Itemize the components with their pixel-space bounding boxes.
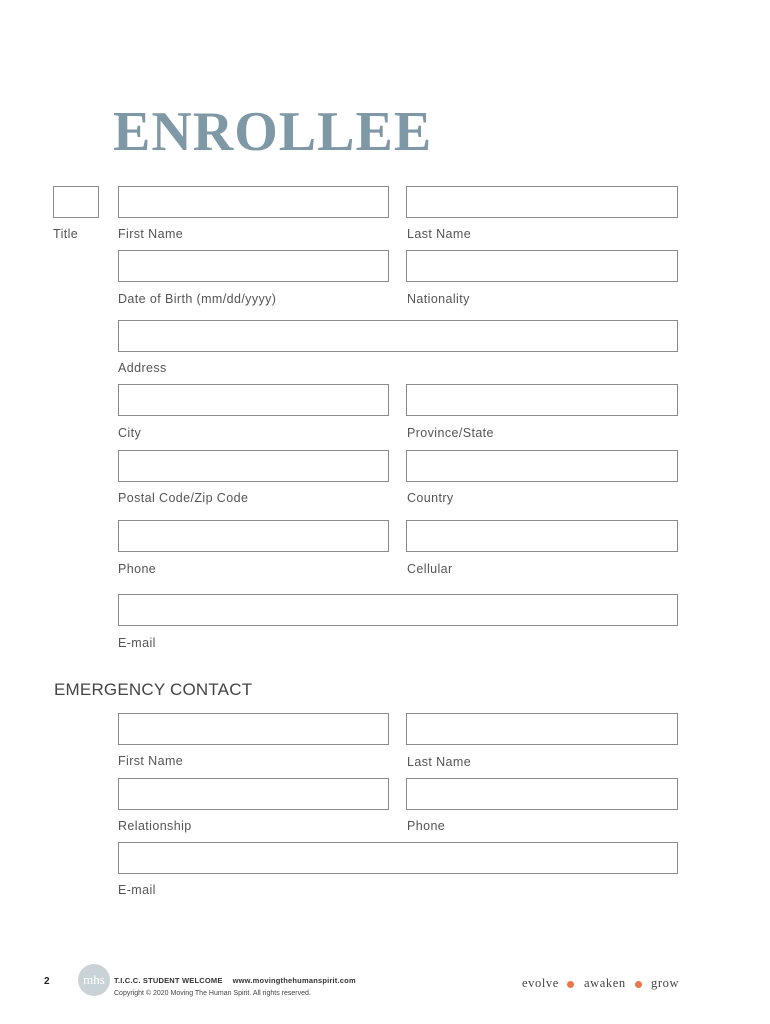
dob-label: Date of Birth (mm/dd/yyyy) [118, 292, 277, 306]
form-heading: ENROLLEE [113, 101, 433, 163]
province-label: Province/State [407, 426, 494, 440]
phone-field[interactable] [118, 520, 389, 552]
emergency-relationship-field[interactable] [118, 778, 389, 810]
tagline-awaken: awaken [584, 976, 626, 990]
tagline-dot [635, 981, 642, 988]
last-name-field[interactable] [406, 186, 678, 218]
emergency-email-field[interactable] [118, 842, 678, 874]
last-name-label: Last Name [407, 227, 472, 241]
address-field[interactable] [118, 320, 678, 352]
tagline-dot [567, 981, 574, 988]
nationality-label: Nationality [407, 292, 470, 306]
cellular-label: Cellular [407, 562, 453, 576]
emergency-last-name-label: Last Name [407, 755, 472, 769]
address-label: Address [118, 361, 167, 375]
postal-label: Postal Code/Zip Code [118, 491, 249, 505]
email-field[interactable] [118, 594, 678, 626]
title-label: Title [53, 227, 79, 241]
footer-website: www.movingthehumanspirit.com [232, 976, 356, 985]
emergency-first-name-label: First Name [118, 754, 184, 768]
tagline-grow: grow [651, 976, 680, 990]
province-field[interactable] [406, 384, 678, 416]
footer-doc-title: T.I.C.C. STUDENT WELCOME [114, 976, 223, 985]
emergency-phone-field[interactable] [406, 778, 678, 810]
first-name-label: First Name [118, 227, 184, 241]
footer-title-line [114, 976, 356, 985]
emergency-relationship-label: Relationship [118, 819, 192, 833]
emergency-phone-label: Phone [407, 819, 446, 833]
cellular-field[interactable] [406, 520, 678, 552]
country-field[interactable] [406, 450, 678, 482]
dob-field[interactable] [118, 250, 389, 282]
country-label: Country [407, 491, 454, 505]
email-label: E-mail [118, 636, 156, 650]
city-field[interactable] [118, 384, 389, 416]
emergency-email-label: E-mail [118, 883, 156, 897]
page-number: 2 [44, 976, 50, 987]
footer-copyright: Copyright © 2020 Moving The Human Spirit. All rights reserved. [114, 990, 311, 997]
tagline-evolve: evolve [522, 976, 559, 990]
mhs-logo: mhs [78, 964, 110, 996]
emergency-last-name-field[interactable] [406, 713, 678, 745]
title-field[interactable] [53, 186, 99, 218]
phone-label: Phone [118, 562, 157, 576]
nationality-field[interactable] [406, 250, 678, 282]
postal-field[interactable] [118, 450, 389, 482]
emergency-heading: EMERGENCY CONTACT [54, 680, 253, 699]
city-label: City [118, 426, 142, 440]
emergency-first-name-field[interactable] [118, 713, 389, 745]
first-name-field[interactable] [118, 186, 389, 218]
